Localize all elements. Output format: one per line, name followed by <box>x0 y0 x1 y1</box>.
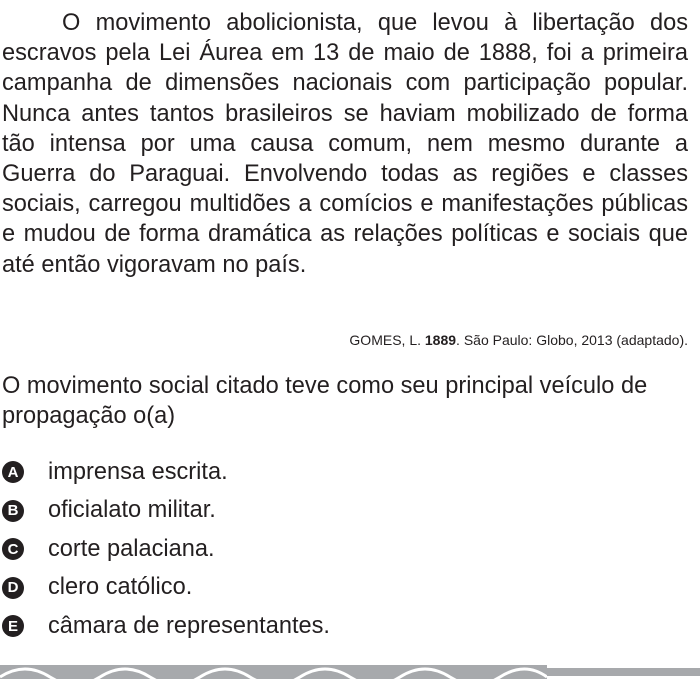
option-d-text: clero católico. <box>48 574 193 601</box>
citation <box>349 331 688 349</box>
option-c-badge: C <box>2 538 24 560</box>
citation-title: 1889 <box>424 332 457 348</box>
option-a-badge: A <box>2 461 24 483</box>
option-e-text: câmara de representantes. <box>48 612 330 639</box>
option-c[interactable] <box>2 530 330 569</box>
option-d-badge: D <box>2 577 24 599</box>
option-b-text: oficialato militar. <box>48 497 216 524</box>
option-e[interactable] <box>2 607 330 646</box>
option-a-text: imprensa escrita. <box>48 458 228 485</box>
option-d[interactable] <box>2 569 330 608</box>
citation-author: GOMES, L. <box>349 332 425 348</box>
citation-rest: . São Paulo: Globo, 2013 (adaptado). <box>456 332 688 348</box>
option-a[interactable] <box>2 453 330 492</box>
option-e-badge: E <box>2 615 24 637</box>
option-b-badge: B <box>2 500 24 522</box>
wave-divider <box>0 656 700 690</box>
divider-band <box>0 665 547 679</box>
option-b[interactable] <box>2 492 330 531</box>
question-text: O movimento social citado teve como seu principal veículo de propagação o(a) <box>2 373 648 430</box>
option-c-text: corte palaciana. <box>48 535 215 562</box>
answer-options <box>2 453 330 646</box>
passage-text: O movimento abolicionista, que levou à libertação dos escravos pela Lei Áurea em 13 de maio de 1888, foi a primeira campanha de dimensões nacionais com participação popular. Nunca antes tantos brasileiros se haviam mobilizado de forma tão intensa por uma causa comum, nem mesmo durante a Guerra do Paraguai. Envolvendo todas as regiões e classes sociais, carregou multidões a comícios e manifestações públicas e mudou de forma dramática as relações políticas e sociais que até então vigoravam no país. <box>2 10 688 278</box>
divider-bar <box>547 668 700 676</box>
